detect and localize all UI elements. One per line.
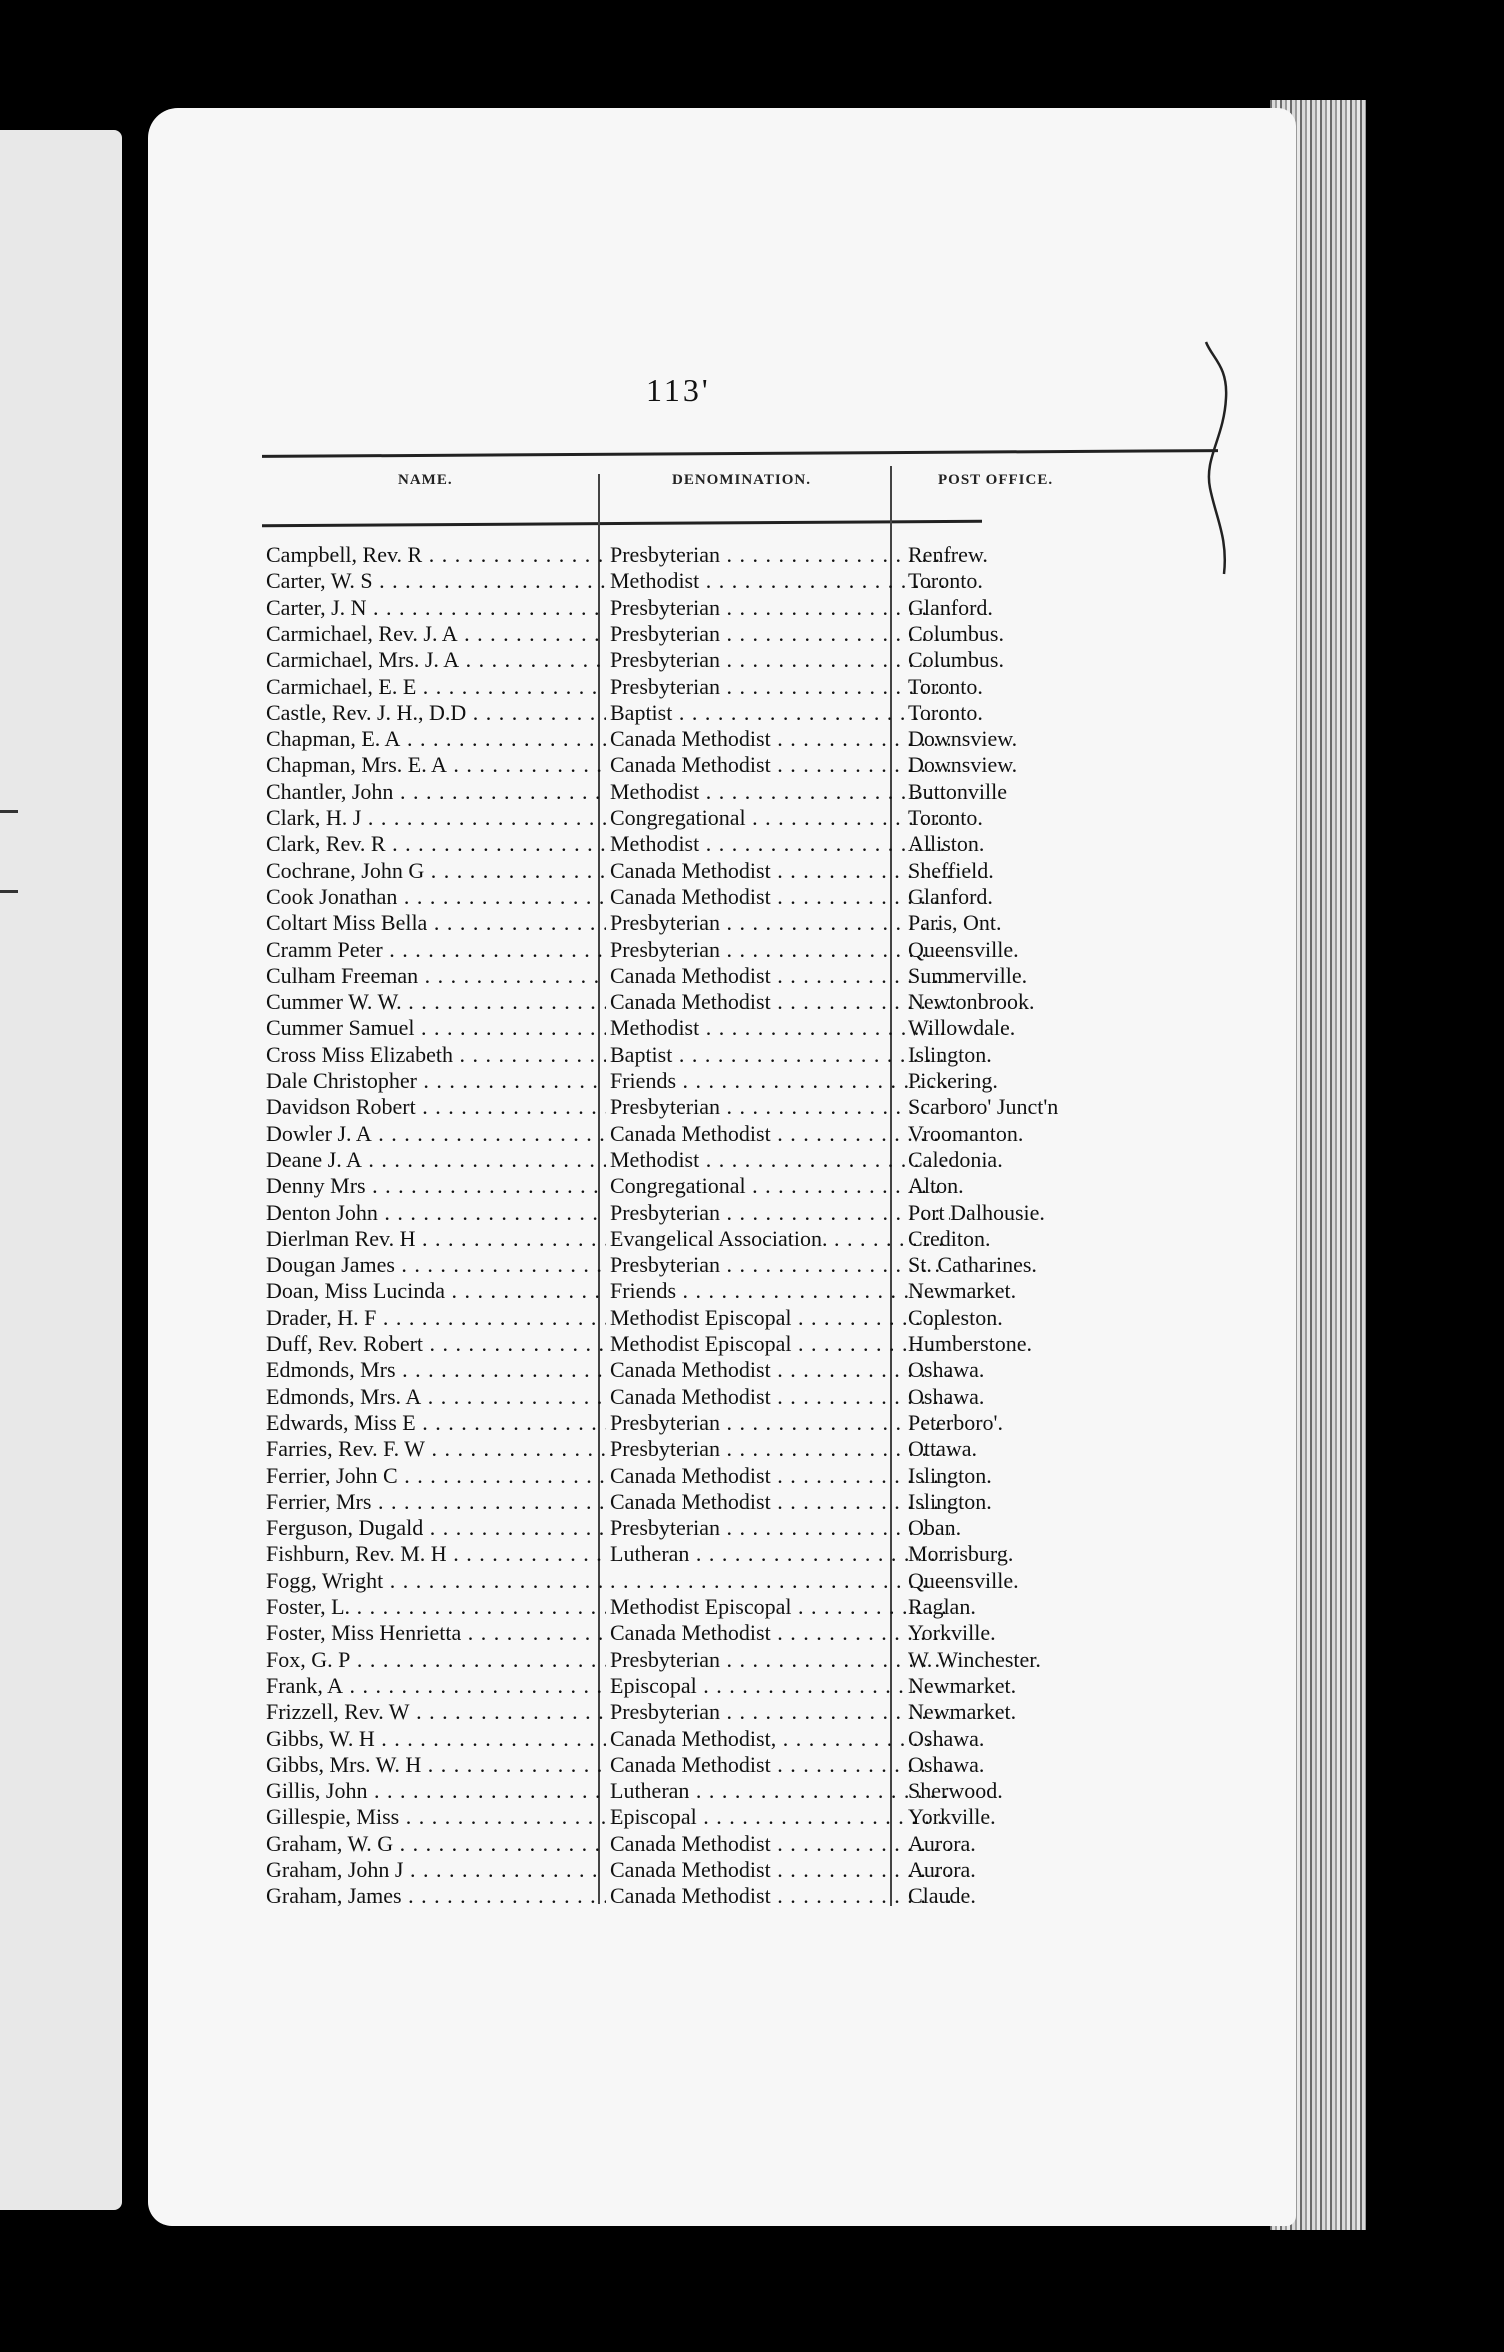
post-office-cell: Toronto. [908,568,983,594]
post-office-cell: Sheffield. [908,857,994,883]
denomination-cell: Canada Methodist . . . [610,1620,950,1646]
denomination-cell: Canada Methodist . . . [610,1857,950,1883]
facing-page [0,130,122,2210]
name-cell: Gibbs, Mrs. W. H . . . [266,1752,606,1778]
post-office-cell: Alton. [908,1173,964,1199]
denomination-cell: Canada Methodist . . . [610,884,950,910]
denomination-cell: Presbyterian . . . [610,542,950,568]
book-page [148,108,1296,2226]
name-cell: Clark, Rev. R . . . [266,831,606,857]
name-cell: Ferrier, John C . . . [266,1463,606,1489]
post-office-cell: Morrisburg. [908,1541,1014,1567]
post-office-cell: Newmarket. [908,1672,1017,1698]
post-office-cell: Islington. [908,1041,992,1067]
post-office-cell: Port Dalhousie. [908,1199,1045,1225]
name-cell: Fox, G. P . . . [266,1647,606,1673]
denomination-cell: Baptist . . . [610,700,950,726]
post-office-cell: Columbus. [908,647,1004,673]
denomination-cell: Friends . . . [610,1278,950,1304]
name-cell: Deane J. A . . . [266,1147,606,1173]
name-cell: Doan, Miss Lucinda . . . [266,1278,606,1304]
post-office-cell: Downsview. [908,752,1018,778]
post-office-cell: Copleston. [908,1304,1003,1330]
name-cell: Graham, W. G . . . [266,1831,606,1857]
post-office-cell: Crediton. [908,1225,991,1251]
name-cell: Carter, W. S . . . [266,568,606,594]
header-denomination: DENOMINATION. [672,472,811,488]
post-office-cell: W. Winchester. [908,1646,1041,1672]
denomination-cell: Lutheran . . . [610,1778,950,1804]
name-cell: Cross Miss Elizabeth . . . [266,1042,606,1068]
post-office-cell: Oshawa. [908,1383,985,1409]
denomination-cell: Presbyterian . . . [610,1252,950,1278]
post-office-cell: Islington. [908,1488,992,1514]
post-office-cell: Claude. [908,1883,976,1909]
denomination-cell: Methodist Episcopal . . . [610,1305,950,1331]
post-office-cell: Willowdale. [908,1015,1016,1041]
post-office-cell: Downsview. [908,726,1018,752]
header-bottom-rule [262,520,982,527]
header-top-rule [262,449,1218,458]
denomination-cell: Canada Methodist . . . [610,1463,950,1489]
header-name: NAME. [398,472,453,488]
post-office-cell: Oshawa. [908,1751,985,1777]
post-office-cell: Raglan. [908,1594,976,1619]
denomination-cell: Canada Methodist . . . [610,989,950,1015]
denomination-cell: Evangelical Association. . . . [610,1226,950,1252]
denomination-cell: Canada Methodist . . . [610,963,950,989]
name-cell: Dowler J. A . . . [266,1121,606,1147]
name-cell: Culham Freeman . . . [266,963,606,989]
name-cell: Gillespie, Miss . . . [266,1804,606,1830]
post-office-cell: Pickering. [908,1068,998,1093]
post-office-cell: Toronto. [908,699,983,725]
name-cell: Chapman, E. A . . . [266,726,606,752]
denomination-cell: Presbyterian . . . [610,1410,950,1436]
post-office-cell: Oshawa. [908,1357,985,1383]
name-cell: Gillis, John . . . [266,1778,606,1804]
denomination-cell: Canada Methodist . . . [610,858,950,884]
denomination-cell: Presbyterian . . . [610,647,950,673]
name-cell: Denny Mrs . . . [266,1173,606,1199]
post-office-cell: Aurora. [908,1830,976,1856]
denomination-cell: Congregational . . . [610,1173,950,1199]
post-office-cell: Renfrew. [908,542,988,567]
name-cell: Gibbs, W. H . . . [266,1726,606,1752]
denomination-cell: Canada Methodist . . . [610,1121,950,1147]
post-office-cell: Newmarket. [908,1278,1017,1304]
denomination-cell: Canada Methodist . . . [610,1752,950,1778]
denomination-cell: Episcopal . . . [610,1673,950,1699]
post-office-cell: Oshawa. [908,1725,985,1751]
post-office-cell: Glanford. [908,594,993,620]
denomination-cell: Presbyterian . . . [610,1200,950,1226]
post-office-cell: Buttonville [908,778,1007,804]
post-office-cell: Humberstone. [908,1331,1033,1356]
page-number: 113' [646,372,711,408]
name-cell: Carter, J. N . . . [266,595,606,621]
post-office-cell: Oban. [908,1515,962,1541]
denomination-cell: Episcopal . . . [610,1804,950,1830]
denomination-cell: Methodist . . . [610,831,950,857]
name-cell: Graham, John J . . . [266,1857,606,1883]
denomination-cell: Canada Methodist . . . [610,1384,950,1410]
denomination-cell [610,1568,950,1594]
post-office-cell: Newtonbrook. [908,989,1035,1015]
denomination-cell: Presbyterian . . . [610,910,950,936]
name-cell: Fogg, Wright . . . [266,1568,606,1594]
post-office-cell: Vroomanton. [908,1120,1024,1146]
name-cell: Drader, H. F . . . [266,1305,606,1331]
name-cell: Ferguson, Dugald . . . [266,1515,606,1541]
name-cell: Coltart Miss Bella . . . [266,910,606,936]
denomination-cell: Presbyterian . . . [610,621,950,647]
name-cell: Cummer Samuel . . . [266,1015,606,1041]
denomination-cell: Congregational . . . [610,805,950,831]
name-cell: Duff, Rev. Robert . . . [266,1331,606,1357]
denomination-cell: Presbyterian . . . [610,937,950,963]
post-office-cell: Newmarket. [908,1699,1017,1725]
header-post-office: POST OFFICE. [938,472,1054,488]
name-cell: Chantler, John . . . [266,779,606,805]
post-office-cell: Paris, Ont. [908,910,1002,936]
post-office-cell: Caledonia. [908,1146,1003,1172]
post-office-cell: Glanford. [908,883,993,909]
post-office-cell: Aurora. [908,1857,976,1882]
name-cell: Foster, Miss Henrietta . . . [266,1620,606,1646]
name-cell: Denton John . . . [266,1200,606,1226]
denomination-cell: Presbyterian . . . [610,1647,950,1673]
denomination-cell: Canada Methodist . . . [610,726,950,752]
post-office-cell: Toronto. [908,673,983,699]
name-cell: Farries, Rev. F. W . . . [266,1436,606,1462]
name-cell: Carmichael, Rev. J. A . . . [266,621,606,647]
denomination-cell: Methodist . . . [610,568,950,594]
post-office-cell: Toronto. [908,805,983,830]
post-office-cell: Ottawa. [908,1436,978,1462]
name-cell: Fishburn, Rev. M. H . . . [266,1541,606,1567]
denomination-cell: Canada Methodist . . . [610,1489,950,1515]
denomination-cell: Methodist . . . [610,1015,950,1041]
post-office-cell: Alliston. [908,831,985,857]
denomination-cell: Friends . . . [610,1068,950,1094]
name-cell: Frank, A . . . [266,1673,606,1699]
name-cell: Campbell, Rev. R . . . [266,542,606,568]
margin-mark [0,890,18,893]
name-cell: Carmichael, E. E . . . [266,674,606,700]
name-cell: Chapman, Mrs. E. A . . . [266,752,606,778]
denomination-cell: Methodist Episcopal . . . [610,1594,950,1620]
name-cell: Edwards, Miss E . . . [266,1410,606,1436]
denomination-cell: Presbyterian . . . [610,1699,950,1725]
name-cell: Graham, James . . . [266,1883,606,1909]
post-office-cell: Islington. [908,1462,992,1488]
name-cell: Cook Jonathan . . . [266,884,606,910]
denomination-cell: Presbyterian . . . [610,595,950,621]
name-cell: Ferrier, Mrs . . . [266,1489,606,1515]
name-cell: Castle, Rev. J. H., D.D . . . [266,700,606,726]
post-office-cell: Peterboro'. [908,1409,1003,1435]
post-office-cell: Columbus. [908,620,1004,646]
post-office-cell: St. Catharines. [908,1252,1037,1278]
name-cell: Cramm Peter . . . [266,937,606,963]
post-office-cell: Yorkville. [908,1620,996,1646]
name-cell: Foster, L. . . . [266,1594,606,1620]
name-cell: Dougan James . . . [266,1252,606,1278]
post-office-cell: Summerville. [908,962,1028,988]
name-cell: Dale Christopher . . . [266,1068,606,1094]
denomination-cell: Presbyterian . . . [610,1436,950,1462]
post-office-cell: Yorkville. [908,1804,996,1830]
denomination-cell: Lutheran . . . [610,1541,950,1567]
post-office-cell: Sherwood. [908,1778,1003,1804]
name-cell: Dierlman Rev. H . . . [266,1226,606,1252]
post-office-cell: Scarboro' Junct'n [908,1094,1059,1120]
name-cell: Carmichael, Mrs. J. A . . . [266,647,606,673]
name-cell: Davidson Robert . . . [266,1094,606,1120]
name-cell: Clark, H. J . . . [266,805,606,831]
denomination-cell: Methodist . . . [610,1147,950,1173]
denomination-cell: Canada Methodist . . . [610,752,950,778]
denomination-cell: Presbyterian . . . [610,1515,950,1541]
denomination-cell: Canada Methodist . . . [610,1831,950,1857]
name-cell: Frizzell, Rev. W . . . [266,1699,606,1725]
denomination-cell: Presbyterian . . . [610,1094,950,1120]
name-cell: Cochrane, John G . . . [266,858,606,884]
denomination-cell: Canada Methodist . . . [610,1357,950,1383]
denomination-cell: Canada Methodist, . . . [610,1726,950,1752]
post-office-cell: Queensville. [908,1567,1019,1593]
name-cell: Cummer W. W. . . . [266,989,606,1015]
denomination-cell: Presbyterian . . . [610,674,950,700]
denomination-cell: Canada Methodist . . . [610,1883,950,1909]
margin-scribble [1198,338,1258,578]
post-office-cell: Queensville. [908,936,1019,962]
name-cell: Edmonds, Mrs. A . . . [266,1384,606,1410]
denomination-cell: Methodist Episcopal . . . [610,1331,950,1357]
margin-mark [0,810,18,813]
name-cell: Edmonds, Mrs . . . [266,1357,606,1383]
denomination-cell: Baptist . . . [610,1042,950,1068]
denomination-cell: Methodist . . . [610,779,950,805]
